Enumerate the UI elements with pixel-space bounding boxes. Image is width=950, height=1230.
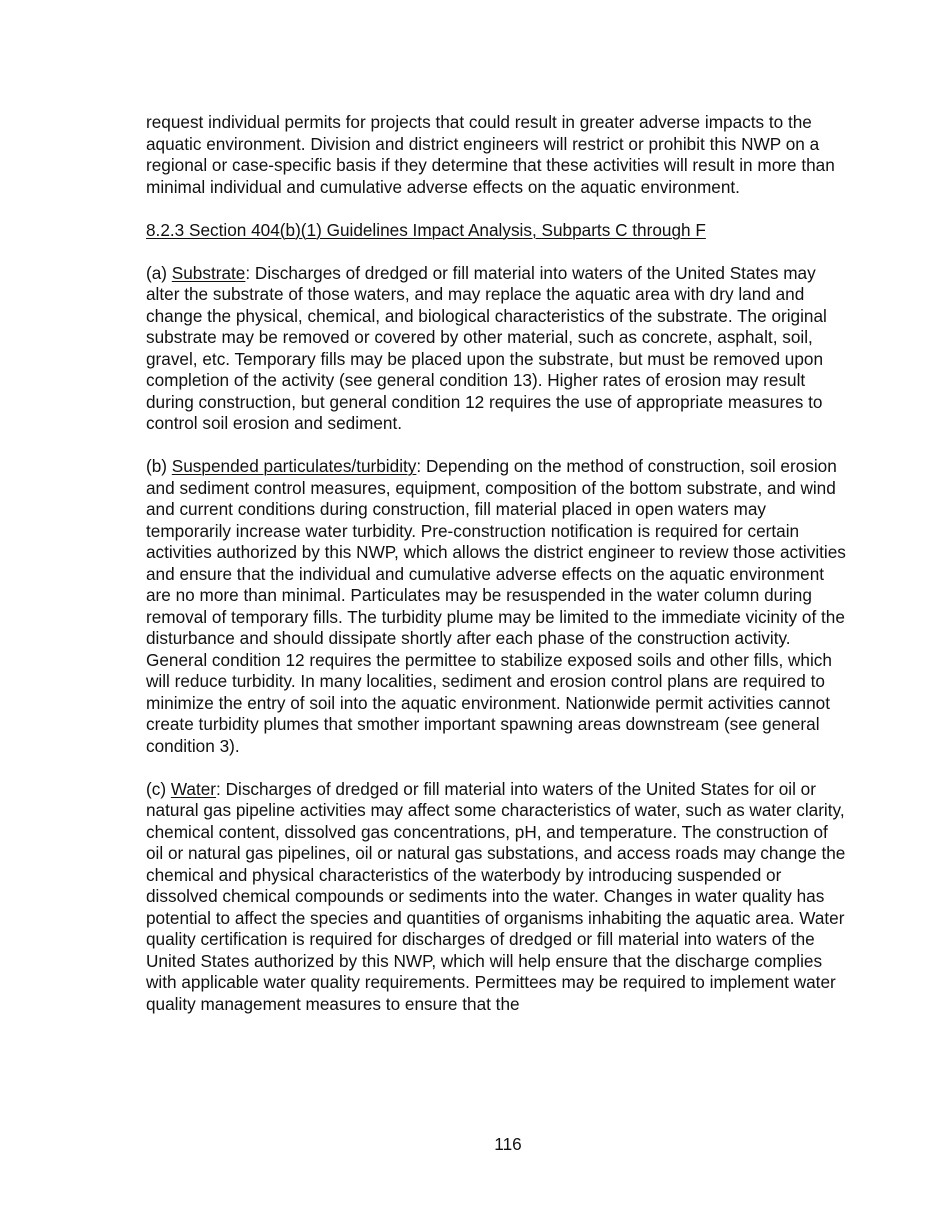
paragraph-prefix: (b) (146, 456, 172, 476)
paragraph-term: Suspended particulates/turbidity (171, 456, 417, 476)
paragraph-term: Substrate (171, 262, 246, 283)
page-number: 116 (494, 1134, 522, 1154)
paragraph-water (146, 779, 846, 1016)
paragraph-prefix: (a) (146, 262, 172, 283)
paragraph-body: : Discharges of dredged or fill material into waters of the United States may alter the substrate of those waters, and may replace the aquatic area with dry land and change the physical, chemical, and biological characteristics of the substrate. The original substrate may be removed or covered by other material, such as concrete, asphalt, soil, gravel, etc. Temporary fills may be placed upon the substrate, but must be removed upon completion of the activity (see general condition 13). Higher rates of erosion may result during construction, but general condition 12 requires the use of appropriate measures to control soil erosion and sediment. (146, 262, 827, 433)
paragraph-substrate (146, 263, 846, 435)
paragraph-suspended-particulates (146, 456, 846, 757)
intro-paragraph: request individual permits for projects that could result in greater adverse impacts to the aquatic environment. Division and district engineers will restrict or prohibit this NWP on a regional or case-specific basis if they determine that these activities will result in more than minimal individual and cumulative adverse effects on the aquatic environment. (146, 112, 835, 197)
section-heading (146, 220, 846, 242)
section-heading-text: 8.2.3 Section 404(b)(1) Guidelines Impact Analysis, Subparts C through F (146, 219, 706, 240)
paragraph-body: : Discharges of dredged or fill material into waters of the United States for oil or natural gas pipeline activities may affect some characteristics of water, such as water clarity, chemical content, dissolved gas concentrations, pH, and temperature. The construction of oil or natural gas pipelines, oil or natural gas substations, and access roads may change the chemical and physical characteristics of the waterbody by introducing suspended or dissolved chemical compounds or sediments into the water. Changes in water quality has potential to affect the species and quantities of organisms inhabiting the aquatic area. Water quality certification is required for discharges of dredged or fill material into waters of the United States authorized by this NWP, which will help ensure that the discharge complies with applicable water quality requirements. Permittees may be required to implement water quality management measures to ensure that the (146, 778, 846, 1014)
document-body (146, 112, 846, 1037)
paragraph-body: : Depending on the method of construction, soil erosion and sediment control measures, equipment, composition of the bottom substrate, and wind and current conditions during construction, fill material placed in open waters may temporarily increase water turbidity. Pre-construction notification is required for certain activities authorized by this NWP, which allows the district engineer to review those activities and ensure that the individual and cumulative adverse effects on the aquatic environment are no more than minimal. Particulates may be resuspended in the water column during removal of temporary fills. The turbidity plume may be limited to the immediate vicinity of the disturbance and should dissipate shortly after each phase of the construction activity. General condition 12 requires the permittee to stabilize exposed soils and other fills, which will reduce turbidity. In many localities, sediment and erosion control plans are required to minimize the entry of soil into the aquatic environment. Nationwide permit activities cannot create turbidity plumes that smother important spawning areas downstream (see general condition 3). (146, 456, 846, 756)
paragraph-prefix: (c) (146, 778, 171, 799)
paragraph-term: Water (170, 778, 217, 799)
